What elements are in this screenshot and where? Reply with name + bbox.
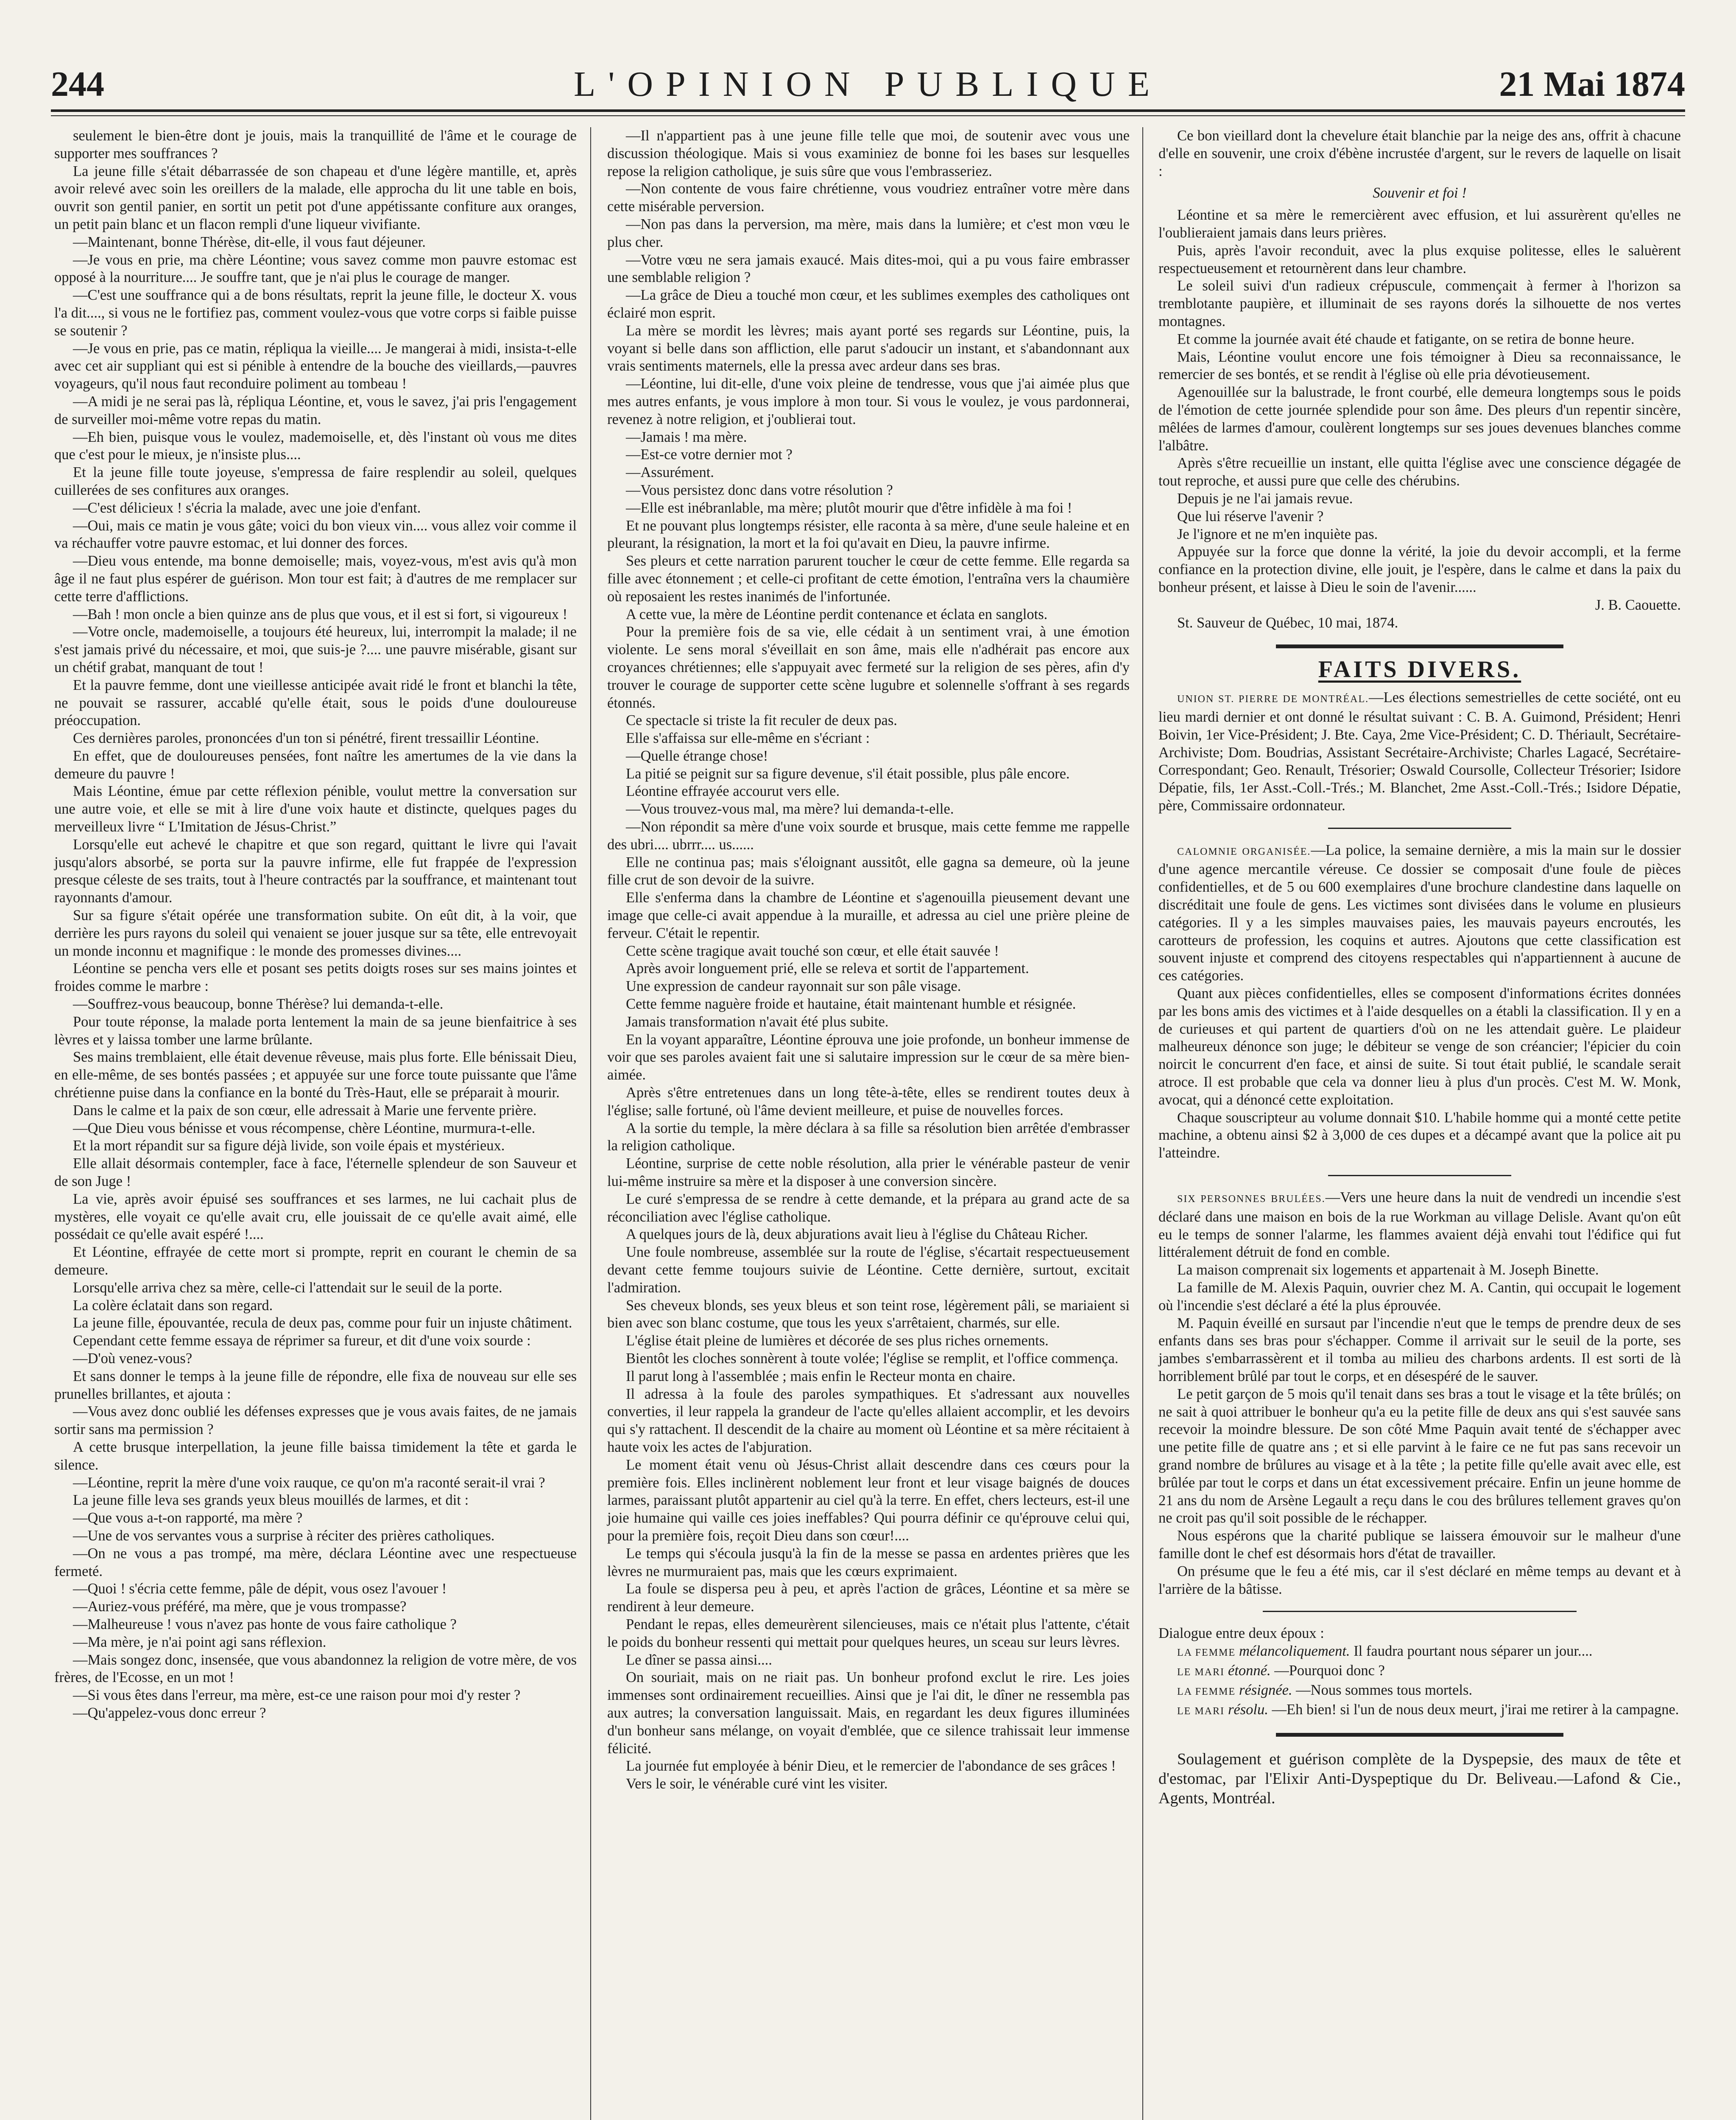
story-paragraph: Appuyée sur la force que donne la vérité, la joie du devoir accompli, et la ferme confiance en la protection divine, elle jouit, je l'espère, dans le calme et dans la paix du bonheur présent, et laisse à Dieu le soin de l'avenir...... (1158, 544, 1681, 595)
story-paragraph: —Bah ! mon oncle a bien quinze ans de plus que vous, et il est si fort, si vigoureux ! (73, 606, 568, 622)
story-paragraph: —Léontine, reprit la mère d'une voix rauque, ce qu'on m'a raconté serait-il vrai ? (73, 1474, 545, 1491)
story-paragraph: —Eh bien, puisque vous le voulez, mademoiselle, et, dès l'instant où vous me dites que c'est pour le mieux, je n'insiste plus.... (54, 429, 577, 463)
story-paragraph: Le dîner se passa ainsi.... (626, 1651, 772, 1668)
story-paragraph: —Quelle étrange chose! (626, 748, 768, 764)
story-paragraph: Elle s'enferma dans la chambre de Léontine et s'agenouilla pieusement devant une image que celle-ci avait appendue à la muraille, et adressa au ciel une prière pleine de ferveur. C'était le repentir. (607, 890, 1130, 941)
dialogue-manner: résolu. (1228, 1701, 1272, 1718)
story-paragraph: —A midi je ne serai pas là, répliqua Léontine, et, vous le savez, j'ai pris l'engagement de surveiller moi-même votre repas du matin. (54, 393, 577, 427)
news-item-kicker: CALOMNIE ORGANISÉE. (1177, 846, 1311, 857)
story-paragraph: La jeune fille, épouvantée, recula de deux pas, comme pour fuir un injuste châtiment. (73, 1315, 572, 1331)
story-paragraph: La jeune fille leva ses grands yeux bleus mouillés de larmes, et dit : (73, 1492, 469, 1509)
author-signature: J. B. Caouette. (1595, 597, 1681, 613)
story-paragraph: Cette femme naguère froide et hautaine, était maintenant humble et résignée. (626, 996, 1076, 1013)
dialogue-manner: étonné. (1228, 1662, 1275, 1679)
story-paragraph: —Souffrez-vous beaucoup, bonne Thérèse? lui demanda-t-elle. (73, 996, 444, 1013)
story-paragraph: —Votre vœu ne sera jamais exaucé. Mais dites-moi, qui a pu vous faire embrasser une semblable religion ? (607, 251, 1130, 286)
story-paragraph: La foule se dispersa peu à peu, et après l'action de grâces, Léontine et sa mère se rendirent à leur demeure. (607, 1581, 1130, 1615)
story-paragraph: Léontine effrayée accourut vers elle. (626, 783, 840, 800)
dialogue-speaker: LE MARI (1177, 1705, 1228, 1717)
story-paragraph: —Malheureuse ! vous n'avez pas honte de vous faire catholique ? (73, 1616, 457, 1632)
story-paragraph: —Léontine, lui dit-elle, d'une voix pleine de tendresse, vous que j'ai aimée plus que mes autres enfants, je vous implore à mon tour. Si vous le voulez, je vous pardonnerai, revenez à notre religion, et j'oublierai tout. (607, 376, 1130, 427)
story-paragraph: —Non pas dans la perversion, ma mère, mais dans la lumière; et c'est mon vœu le plus cher. (607, 216, 1130, 250)
story-paragraph: —Quoi ! s'écria cette femme, pâle de dépit, vous osez l'avouer ! (73, 1581, 447, 1597)
story-paragraph: Bientôt les cloches sonnèrent à toute volée; l'église se remplit, et l'office commença. (626, 1350, 1119, 1367)
story-paragraph: La journée fut employée à bénir Dieu, et le remercier de l'abondance de ses grâces ! (626, 1758, 1116, 1774)
story-paragraph: Et comme la journée avait été chaude et fatigante, on se retira de bonne heure. (1177, 331, 1635, 347)
story-paragraph: —Dieu vous entende, ma bonne demoiselle; mais, voyez-vous, m'est avis qu'à mon âge il ne faut plus espérer de guérison. Mon tour est fait; à d'autres de me remplacer sur cette terre d'afflictions. (54, 553, 577, 605)
dialogue-line (1158, 1701, 1681, 1721)
story-paragraph: Ses mains tremblaient, elle était devenue rêveuse, mais plus forte. Elle bénissait Dieu, en elle-même, de ses bontés passées ; et appuyée sur une force toute puissante que l'âme chrétienne puise dans la confiance en la bonté du Très-Haut, elle se préparait à mourir. (54, 1049, 577, 1101)
story-paragraph: —Vous avez donc oublié les défenses expresses que je vous avais faites, de ne jamais sortir sans ma permission ? (54, 1403, 577, 1438)
story-paragraph: seulement le bien-être dont je jouis, mais la tranquillité de l'âme et le courage de supporter mes souffrances ? (54, 128, 577, 162)
story-paragraph: —Qu'appelez-vous donc erreur ? (73, 1704, 266, 1721)
dialogue-line (1158, 1643, 1681, 1662)
story-paragraph: Ses pleurs et cette narration parurent toucher le cœur de cette femme. Elle regarda sa fille avec étonnement ; et celle-ci profitant de cette émotion, l'entraîna vers la chaumière où reposaient les restes inanimés de l'infortunée. (607, 553, 1130, 605)
story-paragraph: Elle ne continua pas; mais s'éloignant aussitôt, elle gagna sa demeure, où la jeune fille crut de son devoir de la suivre. (607, 854, 1130, 888)
story-paragraph: Pendant le repas, elles demeurèrent silencieuses, mais ce n'était plus l'attente, c'était le poids du bonheur ressenti qui mettait pour quelques heures, un sceau sur leurs lèvres. (607, 1616, 1130, 1650)
story-paragraph: La pitié se peignit sur sa figure devenue, s'il était possible, plus pâle encore. (626, 765, 1070, 782)
story-paragraph: L'église était pleine de lumières et décorée de ses plus riches ornements. (626, 1333, 1049, 1349)
dialogue-line (1158, 1682, 1681, 1701)
dialogue-text: —Nous sommes tous mortels. (1296, 1682, 1473, 1698)
story-paragraph: Depuis je ne l'ai jamais revue. (1177, 490, 1353, 507)
news-item (1158, 689, 1681, 815)
news-item-kicker: SIX PERSONNES BRULÉES. (1177, 1194, 1326, 1205)
story-paragraph: Je l'ignore et ne m'en inquiète pas. (1177, 526, 1378, 542)
story-paragraph: —Oui, mais ce matin je vous gâte; voici du bon vieux vin.... vous allez voir comme il va réchauffer votre pauvre estomac, et lui donner des forces. (54, 517, 577, 552)
story-paragraph: —La grâce de Dieu a touché mon cœur, et les sublimes exemples des catholiques ont éclairé mon esprit. (607, 287, 1130, 321)
story-paragraph: —Assurément. (626, 464, 714, 481)
story-paragraph: Dans le calme et la paix de son cœur, elle adressait à Marie une fervente prière. (73, 1102, 537, 1119)
masthead (51, 64, 1685, 114)
story-paragraph: Vers le soir, le vénérable curé vint les visiter. (626, 1776, 888, 1792)
news-item-paragraph: Chaque souscripteur au volume donnait $10. L'habile homme qui a monté cette petite machine, a obtenu ainsi $2 à 3,000 de ces dupes et a décampé avant que la police ait pu l'atteindre. (1158, 1109, 1681, 1161)
masthead-rule (51, 109, 1685, 112)
news-item-paragraph: Quant aux pièces confidentielles, elles se composent d'informations écrites données par les bons amis des victimes et à l'aide desquelles on a établi la classification. Il y en a de curieuses et qui partent de quartiers d'où on ne les attendait guère. Le plaideur malheureux dénonce son juge; le débiteur se venge de son créancier; l'épicier du coin noircit le concurrent d'en face, et ainsi de suite. Si tout était publié, le scandale serait atroce. Il est probable que cela va donner lieu à plus d'un procès. C'est M. W. Monk, avocat, qui a dénoncé cette exploitation. (1158, 985, 1681, 1108)
story-paragraph: Pour la première fois de sa vie, elle cédait à un sentiment vrai, à une émotion violente. Le sens moral s'éveillait en son âme, mais elle n'adhérait pas encore aux croyances chrétiennes; elle s'appuyait avec fermeté sur la religion de ses pères, afin d'y trouver le courage de supporter cette scène lugubre et solennelle s'offrant à ses regards étonnés. (607, 624, 1130, 711)
story-paragraph: —Que vous a-t-on rapporté, ma mère ? (73, 1510, 303, 1526)
story-paragraph: Le temps qui s'écoula jusqu'à la fin de la messe se passa en ardentes prières que les lèvres ne murmuraient pas, mais que les cœurs exprimaient. (607, 1545, 1130, 1579)
dialogue-manner: résignée. (1239, 1682, 1296, 1698)
story-paragraph: Elle allait désormais contempler, face à face, l'éternelle splendeur de son Sauveur et de son Juge ! (54, 1155, 577, 1190)
news-item (1158, 1189, 1681, 1598)
news-item-lead (1158, 842, 1681, 985)
story-paragraph: Le soleil suivi d'un radieux crépuscule, commençait à fermer à l'horizon sa tremblotante paupière, et illuminait de ses rayons dorés la silhouette de nos vertes montagnes. (1158, 278, 1681, 329)
item-divider (1328, 828, 1511, 829)
story-paragraph: —Vous trouvez-vous mal, ma mère? lui demanda-t-elle. (626, 801, 954, 817)
story-paragraph: Après avoir longuement prié, elle se releva et sortit de l'appartement. (626, 960, 1029, 977)
dialogue-speaker: LA FEMME (1177, 1647, 1239, 1659)
news-item-lead (1158, 1189, 1681, 1261)
story-paragraph: La vie, après avoir épuisé ses souffrances et ses larmes, ne lui cachait plus de mystères, elle voyait ce qu'elle avait cru, elle jouissait de ce qu'elle avait aimé, elle possédait ce qu'elle avait espéré !.... (54, 1191, 577, 1243)
story-paragraph: —Il n'appartient pas à une jeune fille telle que moi, de soutenir avec vous une discussion théologique. Mais si vous examiniez de bonne foi les bases sur lesquelles repose la religion catholique, je suis sûre que vous l'embrasseriez. (607, 128, 1130, 179)
story-paragraph: —Auriez-vous préféré, ma mère, que je vous trompasse? (73, 1598, 407, 1615)
story-paragraph: En la voyant apparaître, Léontine éprouva une joie profonde, un bonheur immense de voir que ses paroles avaient fait une si salutaire impression sur le cœur de sa mère bien-aimée. (607, 1031, 1130, 1083)
cross-inscription: Souvenir et foi ! (1373, 185, 1467, 201)
story-paragraph: Et sans donner le temps à la jeune fille de répondre, elle fixa de nouveau sur elle ses prunelles brillantes, et ajouta : (54, 1368, 577, 1402)
dialogue-intro: Dialogue entre deux époux : (1158, 1625, 1324, 1642)
story-paragraph: —Si vous êtes dans l'erreur, ma mère, est-ce une raison pour moi d'y rester ? (73, 1687, 521, 1704)
story-paragraph: En effet, que de douloureuses pensées, font naître les amertumes de la vie dans la demeure du pauvre ! (54, 748, 577, 782)
story-paragraph: Mais Léontine, émue par cette réflexion pénible, voulut mettre la conversation sur une autre voie, et elle se mit à lire d'une voix haute et distincte, quelques pages du merveilleux livre “ L'Imitation de Jésus-Christ.” (54, 783, 577, 835)
story-paragraph: Jamais transformation n'avait été plus subite. (626, 1013, 889, 1030)
story-paragraph: Le curé s'empressa de se rendre à cette demande, et la prépara au grand acte de sa réconciliation avec l'église catholique. (607, 1191, 1130, 1225)
story-paragraph: —Je vous en prie, ma chère Léontine; vous savez comme mon pauvre estomac est opposé à la nourriture.... Je souffre tant, que je n'ai plus le courage de manger. (54, 251, 577, 286)
news-item-paragraph: La maison comprenait six logements et appartenait à M. Joseph Binette. (1177, 1262, 1599, 1278)
dialogue-text: —Pourquoi donc ? (1274, 1662, 1385, 1679)
dialogue-line (1158, 1662, 1681, 1682)
dialogue-speaker: LE MARI (1177, 1666, 1228, 1678)
story-paragraph: Pour toute réponse, la malade porta lentement la main de sa jeune bienfaitrice à ses lèvres et y laissa tomber une larme brûlante. (54, 1013, 577, 1048)
story-paragraph: —On ne vous a pas trompé, ma mère, déclara Léontine avec une respectueuse fermeté. (54, 1545, 577, 1579)
story-paragraph: Ce spectacle si triste la fit reculer de deux pas. (626, 712, 897, 729)
dateline: St. Sauveur de Québec, 10 mai, 1874. (1177, 614, 1398, 631)
newspaper-title: L'OPINION PUBLIQUE (573, 64, 1163, 104)
story-paragraph: Il adressa à la foule des paroles sympathiques. Et s'adressant aux nouvelles converties, il leur rappela la grandeur de l'acte qu'elles allaient accomplir, et les devoirs qui s'y rattachent. Il descendit de la chaire au moment où Léontine et sa mère récitaient à haute voix les actes de l'abjuration. (607, 1386, 1130, 1455)
story-paragraph: A cette vue, la mère de Léontine perdit contenance et éclata en sanglots. (626, 606, 1048, 622)
story-paragraph: Agenouillée sur la balustrade, le front courbé, elle demeura longtemps sous le poids de l'émotion de cette journée splendide pour son âme. Des pleurs d'un repentir sincère, mêlées de larmes d'amour, coulèrent longtemps sur ses joues devenues blanches comme l'albâtre. (1158, 384, 1681, 454)
story-paragraph: —Jamais ! ma mère. (626, 429, 747, 445)
story-paragraph: —C'est délicieux ! s'écria la malade, avec une joie d'enfant. (73, 499, 421, 516)
story-paragraph: Lorsqu'elle arriva chez sa mère, celle-ci l'attendait sur le seuil de la porte. (73, 1279, 502, 1296)
story-paragraph: Une foule nombreuse, assemblée sur la route de l'église, s'écartait respectueusement devant cette femme toujours suivie de Léontine. Cette dernière, surtout, excitait l'admiration. (607, 1244, 1130, 1296)
column-2 (607, 127, 1130, 1793)
story-paragraph: La jeune fille s'était débarrassée de son chapeau et d'une légère mantille, et, après avoir relevé avec soin les oreillers de la malade, elle approcha du lit une table en bois, ouvrit son gentil panier, en sortit un petit pot d'une appétissante confiture aux oranges, un petit pain blanc et un flacon rempli d'une liqueur vivifiante. (54, 163, 577, 232)
story-paragraph: A cette brusque interpellation, la jeune fille baissa timidement la tête et garda le silence. (54, 1439, 577, 1473)
story-paragraph: Et la pauvre femme, dont une vieillesse anticipée avait ridé le front et blanchi la tête, ne pouvait se rassurer, accablé qu'elle était, sous le poids d'une douloureuse préoccupation. (54, 677, 577, 729)
story-paragraph: La colère éclatait dans son regard. (73, 1297, 273, 1314)
story-paragraph: —Vous persistez donc dans votre résolution ? (626, 482, 893, 498)
news-item-paragraph: On présume que le feu a été mis, car il s'est déclaré en même temps au devant et à l'arrière de la bâtisse. (1158, 1563, 1681, 1597)
story-paragraph: —Est-ce votre dernier mot ? (626, 446, 793, 463)
item-divider (1328, 1175, 1511, 1176)
news-item-paragraph: M. Paquin éveillé en sursaut par l'incendie n'eut que le temps de prendre deux de ses enfants dans ses bras pour s'échapper. Comme il arrivait sur le seuil de la porte, ses jambes s'embarrassèrent et il tomba au milieu des charbons ardents. Il est sorti de là horriblement brûlé par tout le corps, et en désespéré de le sauver. (1158, 1315, 1681, 1384)
story-paragraph: —Elle est inébranlable, ma mère; plutôt mourir que d'être infidèle à ma foi ! (626, 499, 1072, 516)
story-paragraph: —D'où venez-vous? (73, 1350, 193, 1367)
story-paragraph: Et Léontine, effrayée de cette mort si prompte, reprit en courant le chemin de sa demeure. (54, 1244, 577, 1278)
story-paragraph: Léontine et sa mère le remercièrent avec effusion, et lui assurèrent qu'elles ne l'oublieraient jamais dans leurs prières. (1158, 207, 1681, 241)
story-paragraph: A la sortie du temple, la mère déclara à sa fille sa résolution bien arrêtée d'embrasser la religion catholique. (607, 1120, 1130, 1154)
story-paragraph: Ce bon vieillard dont la chevelure était blanchie par la neige des ans, offrit à chacune d'elle en souvenir, une croix d'ébène incrustée d'argent, sur le revers de laquelle on lisait : (1158, 128, 1681, 179)
section-divider (1263, 1611, 1576, 1612)
story-paragraph: Ses cheveux blonds, ses yeux bleus et son teint rose, légèrement pâli, se mariaient si bien avec son blanc costume, que tous les yeux s'arrêtaient, charmés, sur elle. (607, 1297, 1130, 1331)
story-paragraph: La mère se mordit les lèvres; mais ayant porté ses regards sur Léontine, puis, la voyant si belle dans son affliction, elle parut s'adoucir un instant, et s'abandonnant aux vrais sentiments maternels, elle la pressa avec ardeur dans ses bras. (607, 322, 1130, 374)
story-paragraph: Que lui réserve l'avenir ? (1177, 508, 1324, 524)
story-paragraph: Après s'être entretenues dans un long tête-à-tête, elles se rendirent toutes deux à l'église; salle fortuné, où l'âme devient meilleure, et puise de nouvelles forces. (607, 1085, 1130, 1119)
story-paragraph: Elle s'affaissa sur elle-même en s'écriant : (626, 730, 870, 747)
story-paragraph: Ces dernières paroles, prononcées d'un ton si pénétré, firent tressaillir Léontine. (73, 730, 539, 747)
story-paragraph: —Maintenant, bonne Thérèse, dit-elle, il vous faut déjeuner. (73, 234, 426, 250)
story-paragraph: A quelques jours de là, deux abjurations avait lieu à l'église du Château Richer. (626, 1226, 1088, 1243)
news-item-text: —La police, la semaine dernière, a mis la main sur le dossier d'une agence mercantile véreuse. Ce dossier se composait d'une foule de pièces confidentielles, et de 5 ou 600 exemplaires d'une brochure clandestine dans laquelle on discréditait une foule de gens. Les victimes sont divisées dans le volume en plusieurs catégories. Il y a les simples mauvaises paies, les mauvais payeurs encroutés, les carotteurs de profession, les coquins et autres. Ajoutons que cette classification est souvent injuste et comprend des citoyens respectables qui n'appartiennent à aucune de ces catégories. (1158, 842, 1681, 984)
story-paragraph: —C'est une souffrance qui a de bons résultats, reprit la jeune fille, le docteur X. vous l'a dit...., si vous ne le fortifiez pas, comment voulez-vous que votre corps si faible puisse se soutenir ? (54, 287, 577, 339)
news-item-paragraph: Le petit garçon de 5 mois qu'il tenait dans ses bras a tout le visage et la tête brûlés; on ne sait à quoi attribuer le bonheur qu'a eu la petite fille de deux ans qui s'est sauvée sans recevoir la moindre blessure. De son côté Mme Paquin avait tenté de s'échapper avec une petite fille de quatre ans ; et si elle parvint à le faire ce ne fut pas sans recevoir un grand nombre de brûlures au visage et à la tête ; la petite fille qu'elle avait avec elle, est brûlée par tout le corps et dans un état excessivement précaire. Enfin un jeune homme de 21 ans du nom de Arsène Legault a reçu dans le cou des brûlures tellement graves qu'on ne croit pas qu'il soit possible de le réchapper. (1158, 1386, 1681, 1526)
column-separator (590, 127, 591, 2120)
column-separator (1142, 127, 1143, 2120)
story-paragraph: Et ne pouvant plus longtemps résister, elle raconta à sa mère, d'une seule haleine et en pleurant, la résignation, la mort et la foi qu'avait en Dieu, la pauvre infirme. (607, 517, 1130, 552)
story-paragraph: Léontine se pencha vers elle et posant ses petits doigts roses sur ses mains jointes et froides comme le marbre : (54, 960, 577, 995)
dialogue-speaker: LA FEMME (1177, 1686, 1239, 1697)
story-paragraph: —Une de vos servantes vous a surprise à réciter des prières catholiques. (73, 1527, 495, 1544)
story-paragraph: —Non répondit sa mère d'une voix sourde et brusque, mais cette femme me rappelle des ubri.... ubrrr.... us...... (607, 819, 1130, 853)
story-paragraph: —Je vous en prie, pas ce matin, répliqua la vieille.... Je mangerai à midi, insista-t-elle avec cet air suppliant qui est si pénible à entendre de la bouche des vieillards,—pauvres voyageurs, qu'il nous faut reconduire poliment au tombeau ! (54, 340, 577, 392)
story-paragraph: Une expression de candeur rayonnait sur son pâle visage. (626, 978, 961, 995)
story-paragraph: Et la jeune fille toute joyeuse, s'empressa de faire resplendir au soleil, quelques cuillerées de ses confitures aux oranges. (54, 464, 577, 498)
story-paragraph: —Non contente de vous faire chrétienne, vous voudriez entraîner votre mère dans cette misérable perversion. (607, 181, 1130, 215)
story-paragraph: Après s'être recueillie un instant, elle quitta l'église avec une conscience dégagée de tout reproche, et aussi pure que celle des chérubins. (1158, 455, 1681, 489)
story-paragraph: —Mais songez donc, insensée, que vous abandonnez la religion de votre mère, de vos frères, de l'Ecosse, en un mot ! (54, 1651, 577, 1686)
story-paragraph: Cette scène tragique avait touché son cœur, et elle était sauvée ! (626, 943, 999, 959)
issue-date: 21 Mai 1874 (1499, 64, 1685, 104)
dialogue-manner: mélancoliquement. (1239, 1643, 1354, 1660)
news-item-paragraph: Nous espérons que la charité publique se laissera émouvoir sur le malheur d'une famille dont le chef est désormais hors d'état de travailler. (1158, 1528, 1681, 1562)
column-3 (1158, 127, 1681, 1808)
story-paragraph: Mais, Léontine voulut encore une fois témoigner à Dieu sa reconnaissance, le remercier de ses bontés, et se rendit à l'église où elle pria dévotieusement. (1158, 349, 1681, 383)
story-paragraph: —Votre oncle, mademoiselle, a toujours été heureux, lui, interrompit la malade; il ne s'est jamais privé du nécessaire, et moi, que suis-je ?.... une pauvre misérable, gisant sur un chétif grabat, manquant de tout ! (54, 624, 577, 675)
story-paragraph: Et la mort répandit sur sa figure déjà livide, son voile épais et mystérieux. (73, 1138, 505, 1154)
section-divider (1276, 644, 1563, 648)
story-paragraph: Il parut long à l'assemblée ; mais enfin le Recteur monta en chaire. (626, 1368, 1016, 1384)
column-1 (54, 127, 577, 1722)
news-item-lead (1158, 689, 1681, 815)
page-number: 244 (51, 64, 104, 104)
advertisement: Soulagement et guérison complète de la Dyspepsie, des maux de tête et d'estomac, par l'Elixir Anti-Dyspeptique du Dr. Beliveau.—Lafond & Cie., Agents, Montréal. (1158, 1750, 1681, 1808)
news-item (1158, 842, 1681, 1162)
story-paragraph: —Que Dieu vous bénisse et vous récompense, chère Léontine, murmura-t-elle. (73, 1120, 536, 1136)
news-item-kicker: UNION ST. PIERRE DE MONTRÉAL. (1177, 694, 1369, 705)
story-paragraph: —Ma mère, je n'ai point agi sans réflexion. (73, 1634, 327, 1650)
story-paragraph: Lorsqu'elle eut achevé le chapitre et que son regard, quittant le livre qui l'avait jusqu'alors absorbé, se porta sur la pauvre infirme, elle fut frappée de l'expression presque céleste de ses traits, tout à l'heure contractés par la souffrance, et maintenant tout rayonnants d'amour. (54, 836, 577, 906)
story-paragraph: Puis, après l'avoir reconduit, avec la plus exquise politesse, elles le saluèrent respectueusement et retournèrent dans leur chambre. (1158, 242, 1681, 276)
dialogue-text: —Eh bien! si l'un de nous deux meurt, j'irai me retirer à la campagne. (1272, 1701, 1679, 1718)
faits-divers-heading: FAITS DIVERS. (1318, 656, 1521, 683)
story-paragraph: On souriait, mais on ne riait pas. Un bonheur profond exclut le rire. Les joies immenses sont ordinairement recueillies. Ainsi que je l'ai dit, le dîner ne ressembla pas aux autres; la conversation languissait. Mais, en regardant les deux figures illuminées d'un bonheur sans mélange, on voyait d'emblée, que ce silence trahissait leur immense félicité. (607, 1669, 1130, 1757)
story-paragraph: Sur sa figure s'était opérée une transformation subite. On eût dit, à la voir, que derrière les purs rayons du soleil qui venaient se jouer jusque sur sa tête, elle entrevoyait un monde inconnu et magnifique : le monde des promesses divines.... (54, 907, 577, 959)
news-item-text: —Les élections semestrielles de cette société, ont eu lieu mardi dernier et ont donné le résultat suivant : C. B. A. Guimond, Président; Henri Boivin, 1er Vice-Président; J. Bte. Caya, 2me Vice-Président; C. D. Thériault, Secrétaire-Archiviste; Dom. Boudrias, Assistant Secrétaire-Archiviste; Charles Lagacé, Secrétaire-Correspondant; Geo. Renault, Trésorier; Oswald Coursolle, Collecteur Trésorier; Isidore Dépatie, fils, 1er Asst.-Coll.-Trés.; M. Blanchet, 2me Asst.-Coll.-Trés.; Isidore Dépatie, père, Commissaire ordonnateur. (1158, 689, 1681, 814)
dialogue-text: Il faudra pourtant nous séparer un jour.... (1354, 1643, 1593, 1660)
news-item-text: —Vers une heure dans la nuit de vendredi un incendie s'est déclaré dans une maison en bois de la rue Workman au village Delisle. Avant qu'on eût eu le temps de sonner l'alarme, les flammes avaient déjà envahi tout l'édifice qui fut littéralement détruit de fond en comble. (1158, 1189, 1681, 1261)
section-divider (1276, 1733, 1563, 1737)
story-paragraph: Le moment était venu où Jésus-Christ allait descendre dans ces cœurs pour la première fois. Elles inclinèrent noblement leur front et leur visage baignés de douces larmes, paraissant plutôt appartenir au ciel qu'à la terre. En effet, chers lecteurs, est-il une joie humaine qui vaille ces joies ineffables? Qui pourra définir ce qu'éprouve celui qui, pour la première fois, reçoit Dieu dans son cœur!.... (607, 1456, 1130, 1544)
story-paragraph: Cependant cette femme essaya de réprimer sa fureur, et dit d'une voix sourde : (73, 1333, 531, 1349)
story-paragraph: Léontine, surprise de cette noble résolution, alla prier le vénérable pasteur de venir lui-même instruire sa mère et la disposer à une conversion sincère. (607, 1155, 1130, 1190)
masthead-rule-thin (51, 115, 1685, 116)
news-item-paragraph: La famille de M. Alexis Paquin, ouvrier chez M. A. Cantin, qui occupait le logement où l'incendie s'est déclaré a été la plus éprouvée. (1158, 1280, 1681, 1314)
